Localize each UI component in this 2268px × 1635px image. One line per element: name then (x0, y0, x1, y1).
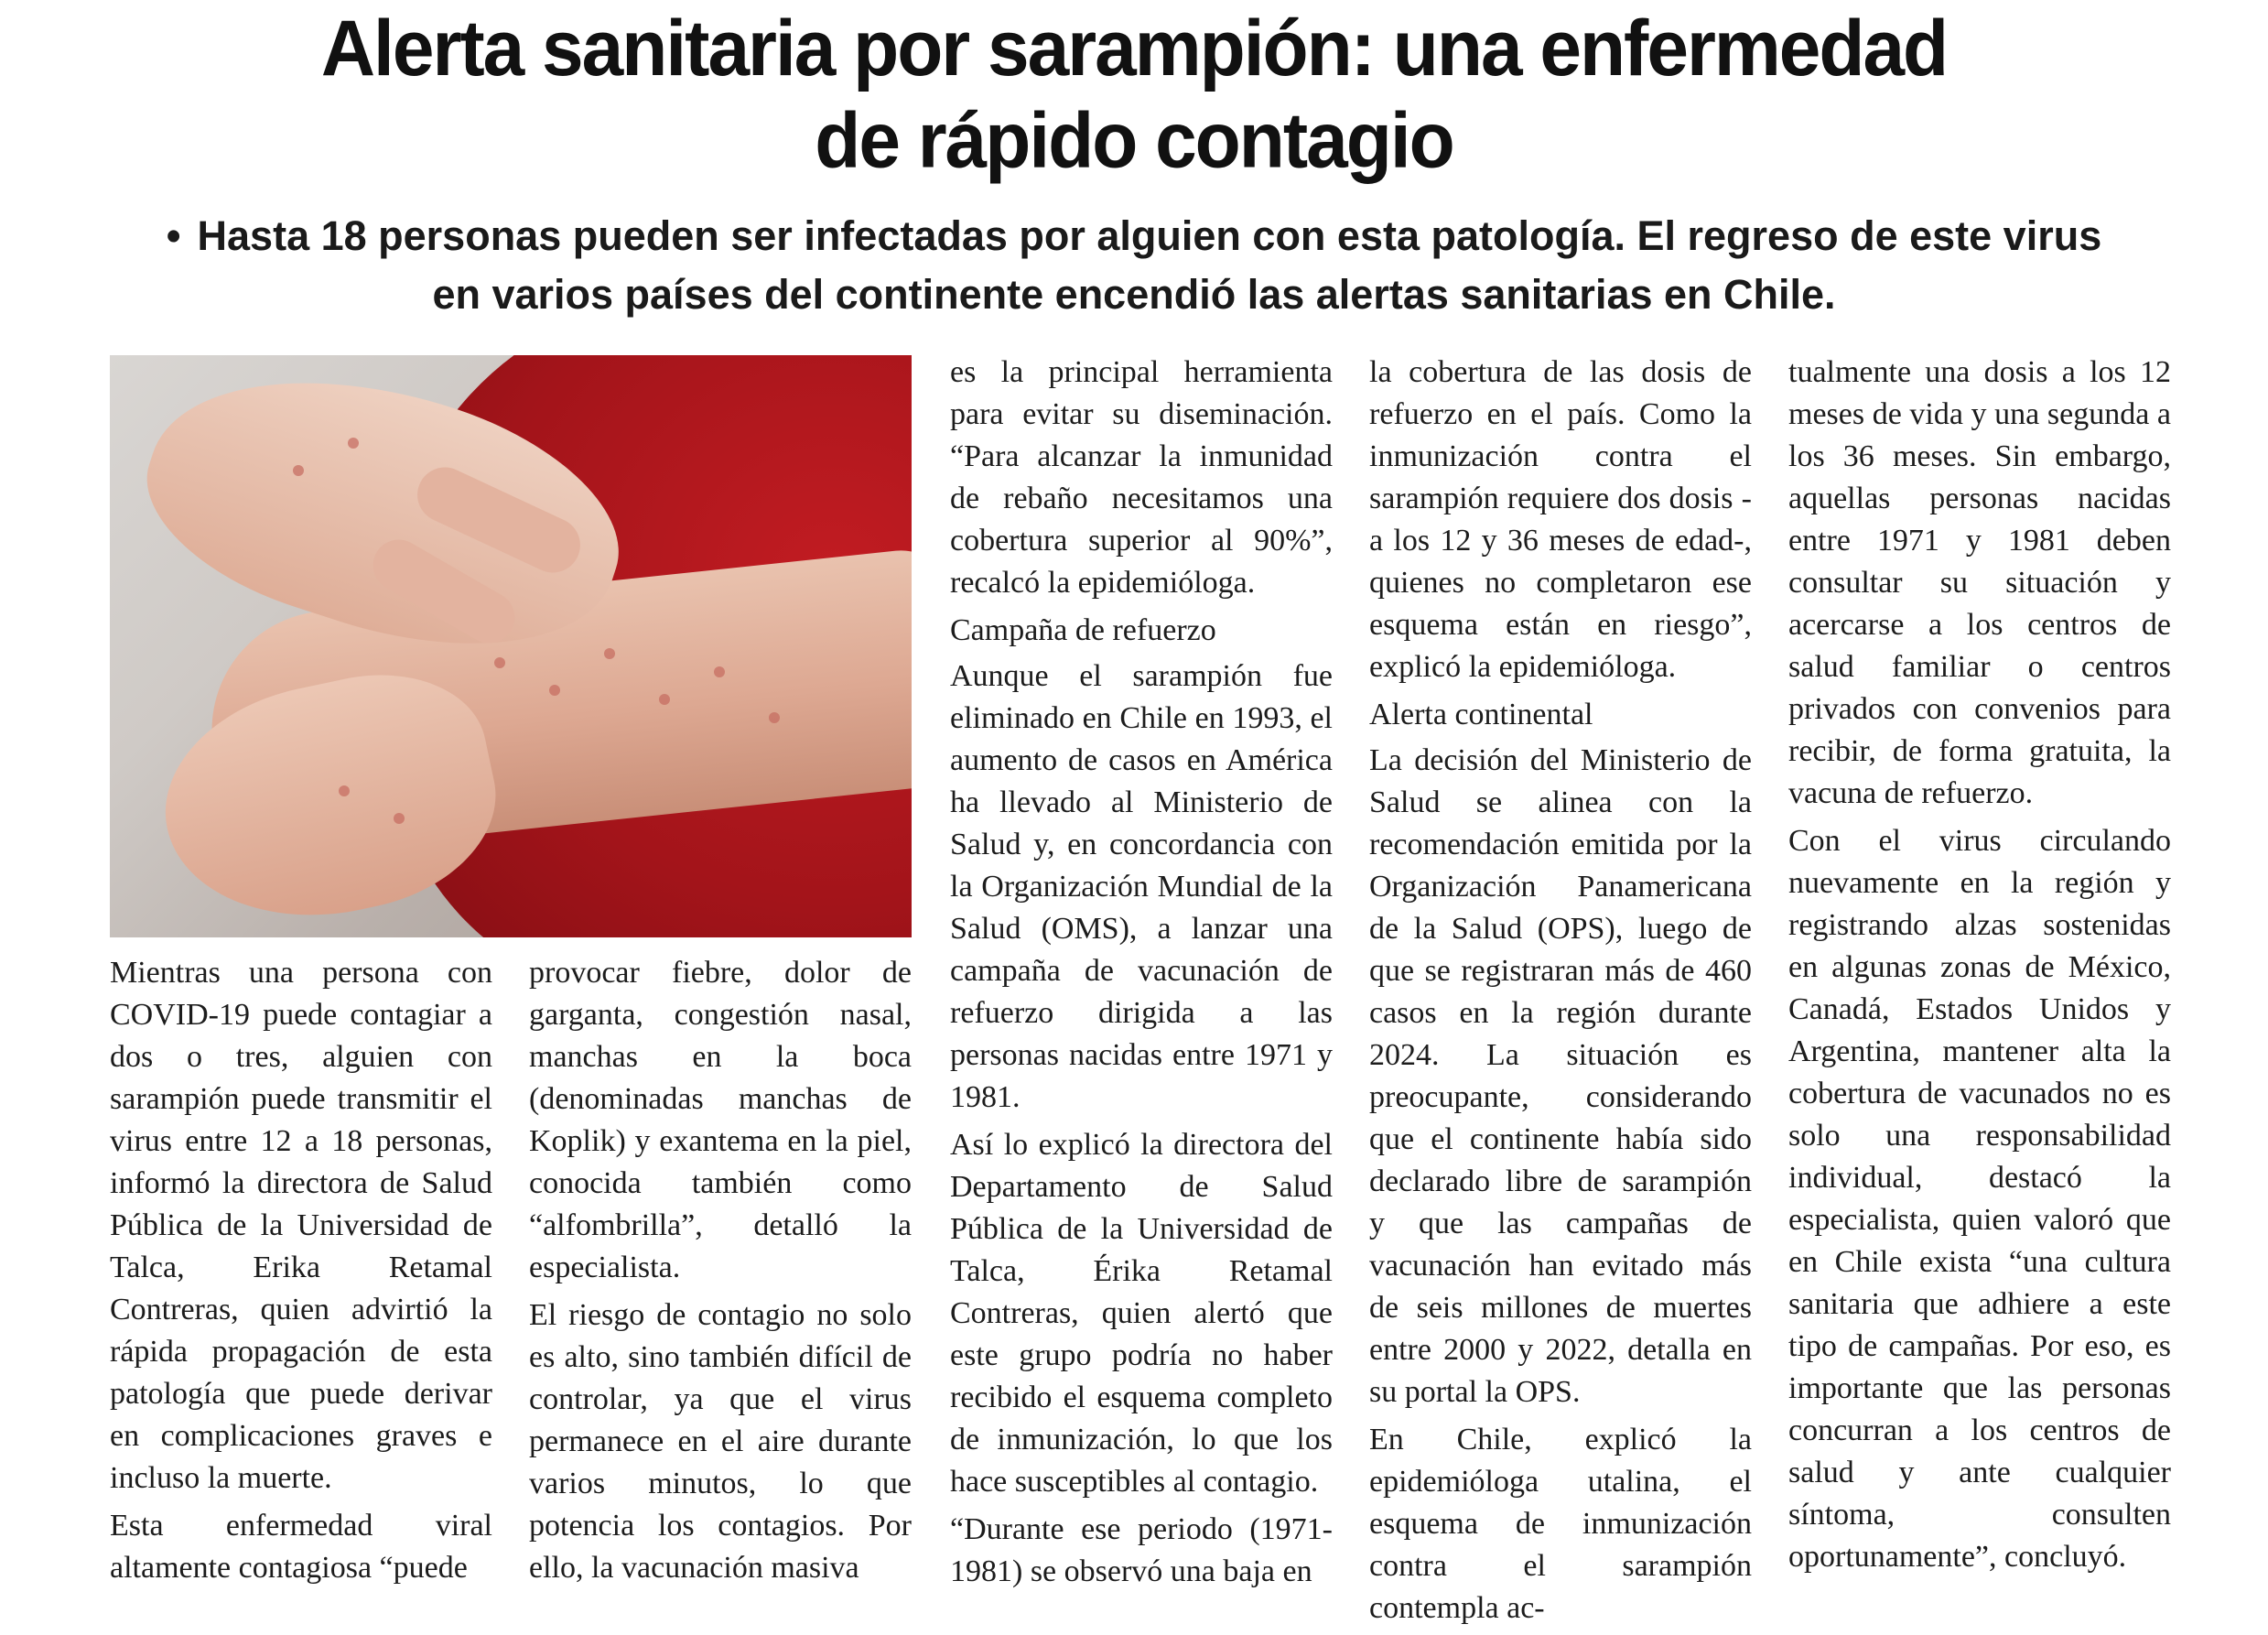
subheadline-text: Hasta 18 personas pueden ser infectadas por alguien con esta patología. El regreso de este virus en varios países del continente encendió las alertas sanitarias en Chile. (197, 212, 2102, 318)
rash-arm-photo (110, 355, 912, 937)
headline-line-2: de rápido contagio (815, 97, 1453, 185)
article-column-3 (950, 352, 1333, 1598)
section-subtitle: Campaña de refuerzo (950, 613, 1216, 647)
article-column-1 (110, 952, 492, 1595)
rash-spot (659, 694, 670, 705)
paragraph: El riesgo de contagio no solo es alto, sino también difícil de controlar, ya que el virus permanece en el aire durante varios minutos, lo que potencia los contagios. Por ello, la vacunación masiva (529, 1298, 912, 1585)
paragraph: provocar fiebre, dolor de garganta, congestión nasal, manchas en la boca (denominadas manchas de Koplik) y exantema en la piel, conocida también como “alfombrilla”, detalló la especialista. (529, 956, 912, 1284)
paragraph: Aunque el sarampión fue eliminado en Chile en 1993, el aumento de casos en América ha llevado al Ministerio de Salud y, en concordancia con la Organización Mundial de la Salud (OMS), a lanzar una campaña de vacunación de refuerzo dirigida a las personas nacidas entre 1971 y 1981. (950, 659, 1333, 1114)
rash-spot (394, 813, 405, 824)
paragraph: Con el virus circulando nuevamente en la región y registrando alzas sostenidas en algunas zonas de México, Canadá, Estados Unidos y Argentina, mantener alta la cobertura de vacunados no es solo una responsabilidad individual, destacó la especialista, quien valoró que en Chile exista “una cultura sanitaria que adhiere a este tipo de campañas. Por eso, es importante que las personas concurran a los centros de salud y ante cualquier síntoma, consulten oportunamente”, concluyó. (1788, 824, 2171, 1574)
paragraph: “Durante ese periodo (1971-1981) se observó una baja en (950, 1512, 1333, 1588)
article-column-2 (529, 952, 912, 1595)
paragraph: Mientras una persona con COVID-19 puede contagiar a dos o tres, alguien con sarampión puede transmitir el virus entre 12 a 18 personas, informó la directora de Salud Pública de la Universidad de Talca, Erika Retamal Contreras, quien advirtió la rápida propagación de esta patología que puede derivar en complicaciones graves e incluso la muerte. (110, 956, 492, 1495)
rash-spot (348, 438, 359, 449)
rash-spot (549, 685, 560, 696)
rash-spot (293, 465, 304, 476)
rash-spot (339, 785, 350, 796)
paragraph: tualmente una dosis a los 12 meses de vida y una segunda a los 36 meses. Sin embargo, aquellas personas nacidas entre 1971 y 1981 deben consultar su situación y acercarse a los centros de salud familiar o centros privados con convenios para recibir, de forma gratuita, la vacuna de refuerzo. (1788, 355, 2171, 810)
paragraph: la cobertura de las dosis de refuerzo en el país. Como la inmunización contra el sarampión requiere dos dosis -a los 12 y 36 meses de edad-, quienes no completaron ese esquema están en riesgo”, explicó la epidemióloga. (1369, 355, 1752, 684)
rash-spot (769, 712, 780, 723)
bullet-icon: • (166, 212, 181, 259)
rash-spot (604, 648, 615, 659)
section-subtitle: Alerta continental (1369, 698, 1593, 731)
article-column-4 (1369, 352, 1752, 1635)
paragraph: En Chile, explicó la epidemióloga utalina, el esquema de inmunización contra el sarampión contempla ac- (1369, 1423, 1752, 1625)
paragraph: Esta enfermedad viral altamente contagiosa “puede (110, 1509, 492, 1585)
paragraph: es la principal herramienta para evitar su diseminación. “Para alcanzar la inmunidad de rebaño necesitamos una cobertura superior al 90%”, recalcó la epidemióloga. (950, 355, 1333, 600)
subheadline (137, 207, 2131, 324)
rash-spot (494, 657, 505, 668)
paragraph: Así lo explicó la directora del Departamento de Salud Pública de la Universidad de Talca, Érika Retamal Contreras, quien alertó que este grupo podría no haber recibido el esquema completo de inmunización, lo que los hace susceptibles al contagio. (950, 1128, 1333, 1499)
rash-spot (714, 666, 725, 677)
headline-line-1: Alerta sanitaria por sarampión: una enfermedad (320, 5, 1948, 92)
article-column-5 (1788, 352, 2171, 1584)
paragraph: La decisión del Ministerio de Salud se alinea con la recomendación emitida por la Organización Panamericana de la Salud (OPS), luego de que se registraran más de 460 casos en la región durante 2024. La situación es preocupante, considerando que el continente había sido declarado libre de sarampión y que las campañas de vacunación han evitado más de seis millones de muertes entre 2000 y 2022, detalla en su portal la OPS. (1369, 743, 1752, 1409)
headline (0, 3, 2268, 188)
